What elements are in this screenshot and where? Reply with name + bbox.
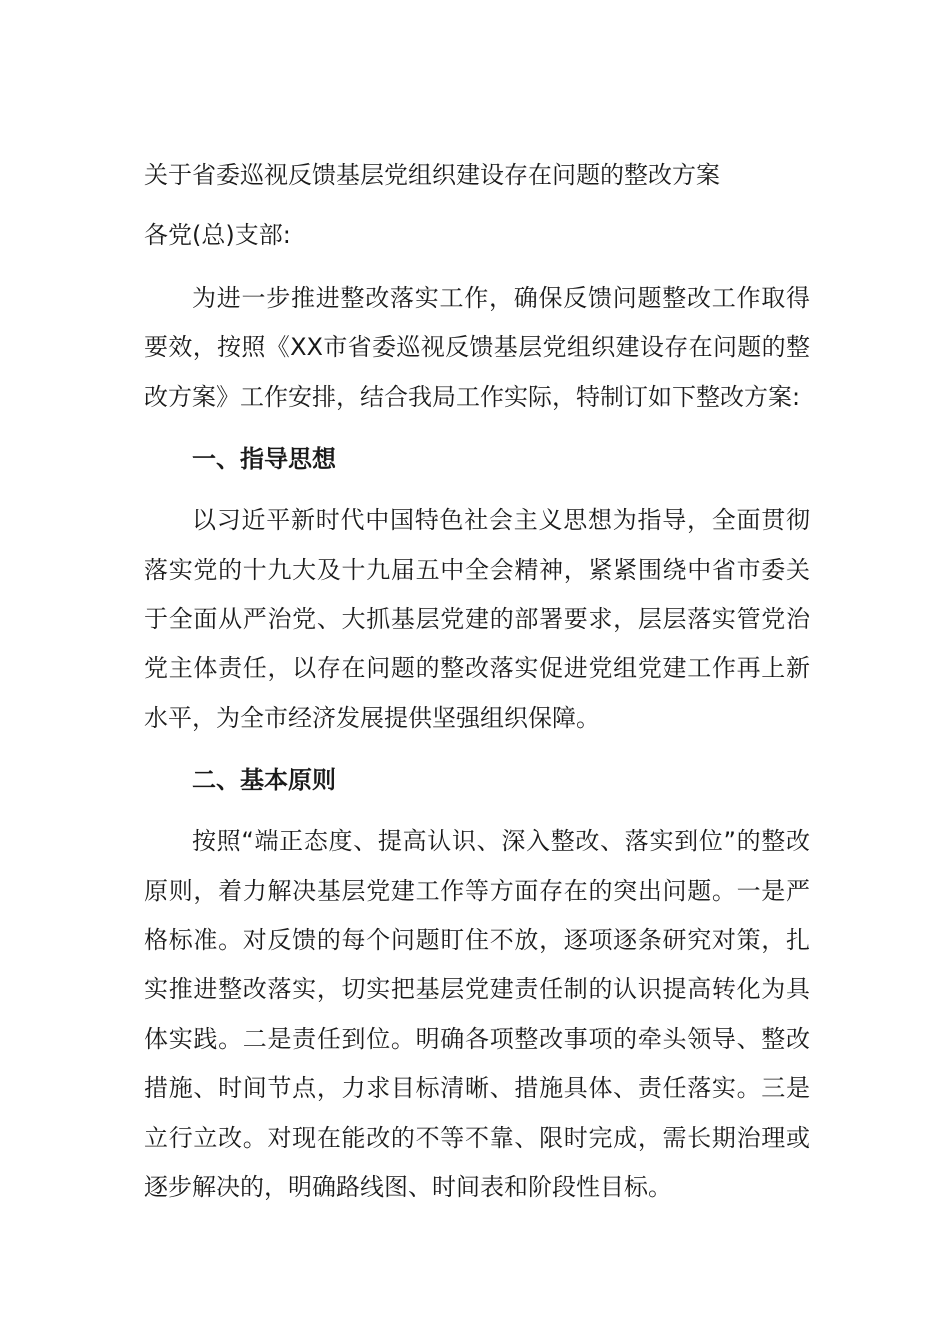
section-heading-basic-principles: 二、基本原则 [192,766,336,795]
document-title: 关于省委巡视反馈基层党组织建设存在问题的整改方案 [144,161,720,189]
section-body-basic-principles: 按照“端正态度、提高认识、深入整改、落实到位”的整改原则，着力解决基层党建工作等方面存在的突出问题。一是严格标准。对反馈的每个问题盯住不放，逐项逐条研究对策，扎实推进整改落实，切实把基层党建责任制的认识提高转化为具体实践。二是责任到位。明确各项整改事项的牵头领导、整改措施、时间节点，力求目标清晰、措施具体、责任落实。三是立行立改。对现在能改的不等不靠、限时完成，需长期治理或逐步解决的，明确路线图、时间表和阶段性目标。 [144,827,810,1202]
section-body-guiding-ideology: 以习近平新时代中国特色社会主义思想为指导，全面贯彻落实党的十九大及十九届五中全会精神，紧紧围绕中省市委关于全面从严治党、大抓基层党建的部署要求，层层落实管党治党主体责任，以存在问题的整改落实促进党组党建工作再上新水平，为全市经济发展提供坚强组织保障。 [144,506,810,732]
salutation: 各党(总)支部: [144,221,291,249]
document-body [144,150,810,1213]
intro-paragraph: 为进一步推进整改落实工作，确保反馈问题整改工作取得要效，按照《XX市省委巡视反馈基层党组织建设存在问题的整改方案》工作安排，结合我局工作实际，特制订如下整改方案: [144,284,810,411]
section-heading-guiding-ideology: 一、指导思想 [192,445,336,474]
